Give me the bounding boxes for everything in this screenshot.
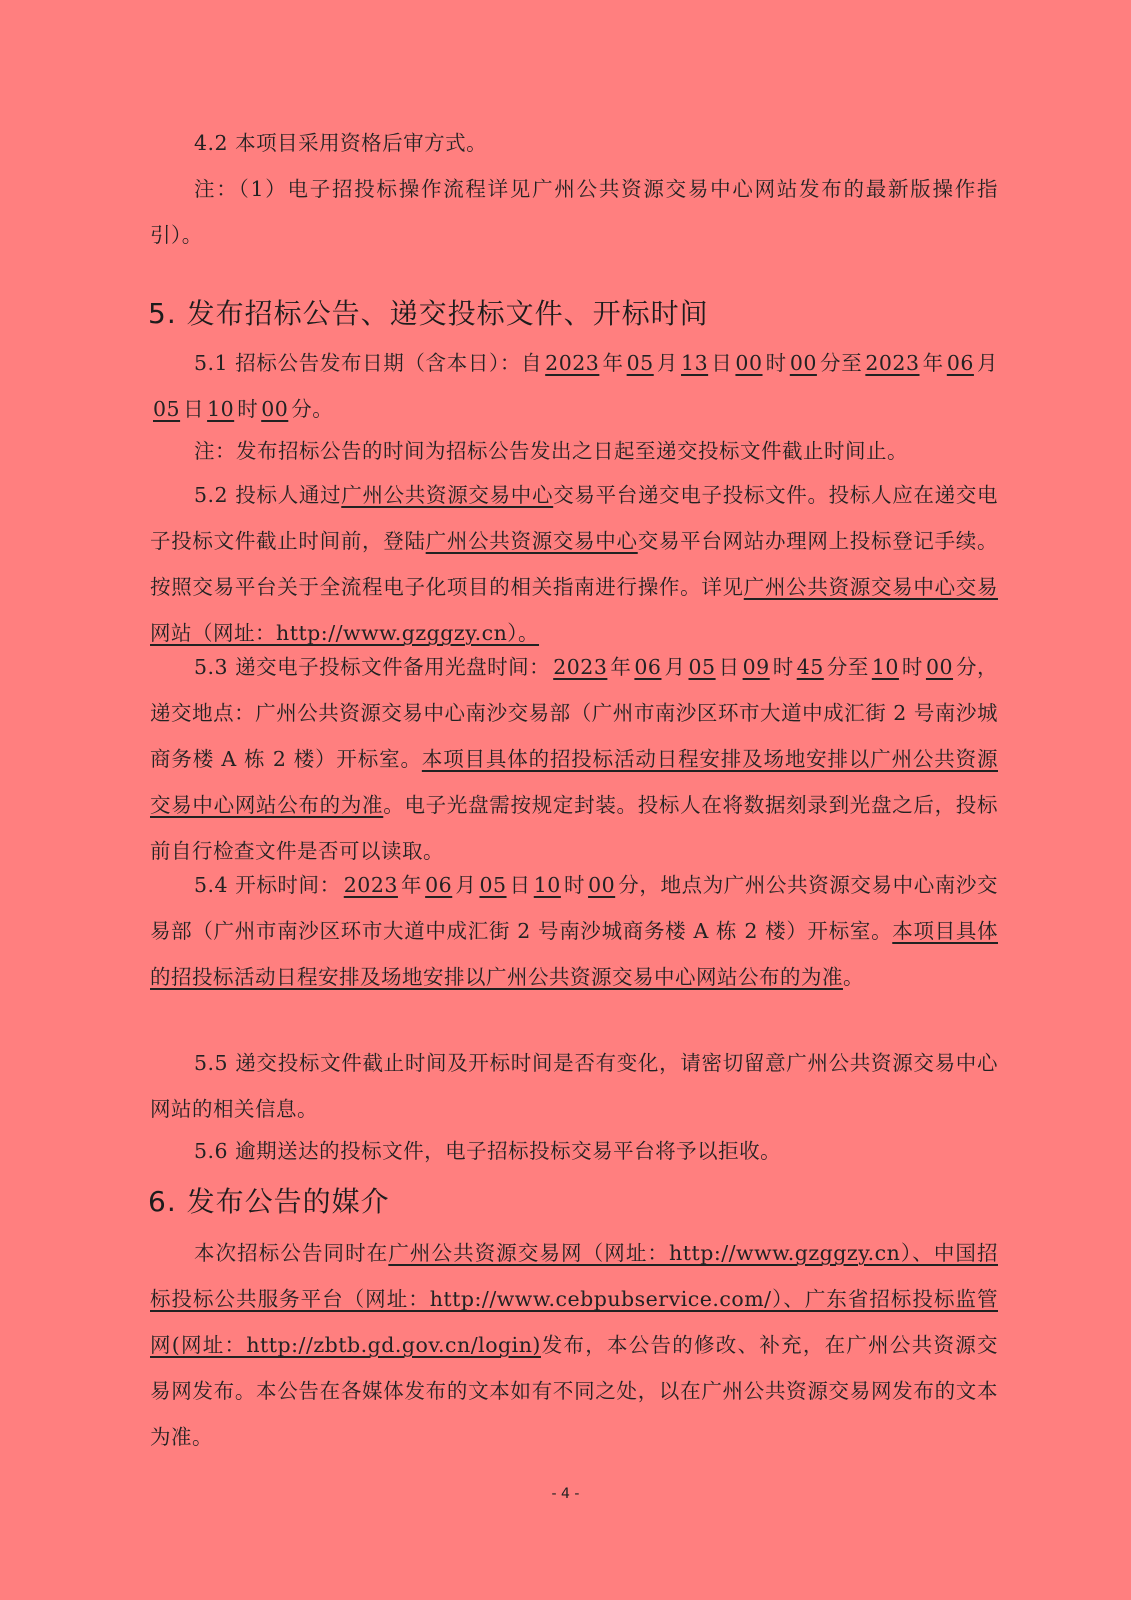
paragraph-5-4: 5.4 开标时间： 2023 年 06 月 05 日 10 时 00 分，地点为广州公共资源交易中心南沙交易部（广州市南沙区环市大道中成汇街 2 号南沙城商务楼 A 栋 2 楼）开标室。本项目具体的招投标活动日程安排及场地安排以广州公共资源交易中心网站公布的为准。 [150, 873, 999, 989]
paragraph-5-3: 5.3 递交电子投标文件备用光盘时间： 2023 年 06 月 05 日 09 时 45 分至 10 时 00 分，递交地点：广州公共资源交易中心南沙交易部（广州市南沙区环市大道中成汇街 2 号南沙城商务楼 A 栋 2 楼）开标室。本项目具体的招投标活动日程安排及场地安排以广州公共资源交易中心网站公布的为准。电子光盘需按规定封装。投标人在将数据刻录到光盘之后，投标前自行检查文件是否可以读取。 [150, 655, 999, 863]
paragraph-5-5: 5.5 递交投标文件截止时间及开标时间是否有变化，请密切留意广州公共资源交易中心网站的相关信息。 [150, 1051, 998, 1121]
gzggzy-link[interactable]: 广州公共资源交易中心 [341, 483, 554, 507]
paragraph-5-6: 5.6 逾期送达的投标文件，电子招标投标交易平台将予以拒收。 [194, 1139, 782, 1163]
paragraph-5-2: 5.2 投标人通过广州公共资源交易中心交易平台递交电子投标文件。投标人应在递交电子投标文件截止时间前，登陆广州公共资源交易中心交易平台网站办理网上投标登记手续。按照交易平台关于全流程电子化项目的相关指南进行操作。详见广州公共资源交易中心交易网站（网址：http://www.gzggzy.cn）。 [150, 483, 999, 645]
note-4: 注：（1）电子招投标操作流程详见广州公共资源交易中心网站发布的最新版操作指引）。 [150, 177, 998, 247]
note-5: 注：发布招标公告的时间为招标公告发出之日起至递交投标文件截止时间止。 [194, 439, 908, 463]
gzggzy-website-link[interactable]: 广州公共资源交易中心交易网站（网址：http://www.gzggzy.cn）。 [150, 575, 999, 645]
section-5-heading: 5. 发布招标公告、递交投标文件、开标时间 [148, 297, 709, 330]
section-6-heading: 6. 发布公告的媒介 [148, 1185, 390, 1218]
page-number: - 4 - [551, 1486, 580, 1502]
paragraph-4-2: 4.2 本项目采用资格后审方式。 [194, 131, 488, 155]
gzggzy-link-2[interactable]: 广州公共资源交易中心 [425, 529, 638, 553]
paragraph-6: 本次招标公告同时在广州公共资源交易网（网址：http://www.gzggzy.cn）、中国招标投标公共服务平台（网址：http://www.cebpubservice.com/）、广东省招标投标监管网(网址：http://zbtb.gd.gov.cn/login)发布，本公告的修改、补充，在广州公共资源交易网发布。本公告在各媒体发布的文本如有不同之处，以在广州公共资源交易网发布的文本为准。 [150, 1241, 998, 1449]
paragraph-5-1: 5.1 招标公告发布日期（含本日）：自 2023 年 05 月 13 日 00 时 00 分至 2023 年 06 月05 日 10 时 00 分。 [153, 351, 999, 421]
media-links[interactable]: 广州公共资源交易网（网址：http://www.gzggzy.cn）、中国招标投标公共服务平台（网址：http://www.cebpubservice.com/）、广东省招标投标监管网(网址：http://zbtb.gd.gov.cn/login) [150, 1241, 998, 1357]
